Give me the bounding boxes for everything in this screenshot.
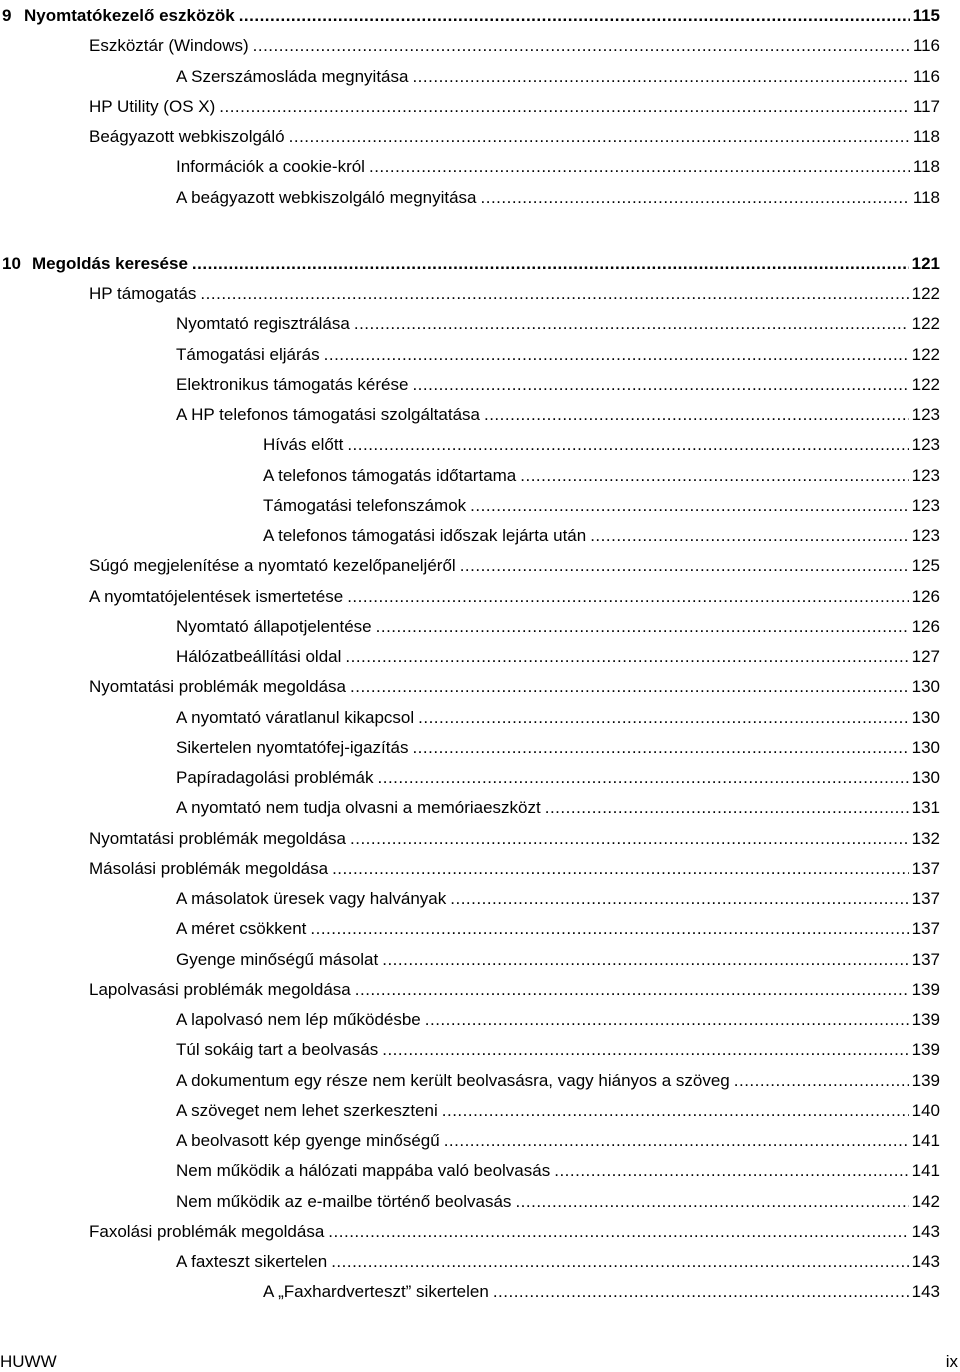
toc-page-number: 118 [912, 157, 940, 177]
page-number: ix [945, 1352, 958, 1371]
toc-dot-leader [554, 1161, 908, 1181]
toc-dot-leader [289, 127, 910, 147]
footer-brand: HUWW [0, 1352, 57, 1371]
toc-dot-leader [350, 829, 909, 849]
toc-page-number: 126 [911, 586, 940, 606]
toc-entry-title: Túl sokáig tart a beolvasás [176, 1040, 379, 1060]
toc-page-number: 139 [911, 1070, 940, 1090]
toc-entry[interactable] [0, 1004, 960, 1030]
toc-entry[interactable] [0, 1155, 960, 1181]
toc-page-number: 139 [911, 1010, 940, 1029]
toc-entry-title: Elektronikus támogatás kérése [176, 374, 409, 394]
toc-dot-leader [382, 950, 908, 970]
toc-entry[interactable] [0, 1246, 960, 1272]
toc-dot-leader [412, 738, 908, 758]
toc-entry[interactable] [0, 853, 960, 879]
toc-page-number: 140 [911, 1100, 940, 1120]
toc-dot-leader [425, 1010, 909, 1030]
toc-entry[interactable] [0, 91, 960, 117]
toc-dot-leader [347, 435, 908, 455]
toc-entry[interactable] [0, 369, 960, 395]
toc-dot-leader [450, 889, 908, 909]
toc-entry-title: Nyomtatási problémák megoldása [89, 677, 347, 697]
toc-dot-leader [418, 708, 909, 728]
toc-dot-leader [239, 6, 910, 26]
toc-page-number: 123 [911, 495, 940, 515]
toc-page-number: 121 [911, 253, 940, 273]
toc-entry[interactable] [0, 460, 960, 486]
toc-dot-leader [734, 1071, 909, 1091]
toc-entry-title: A „Faxhardverteszt” sikertelen [263, 1282, 489, 1302]
toc-entry-title: A méret csökkent [176, 919, 307, 939]
toc-page-number: 122 [911, 284, 940, 303]
toc-page-number: 130 [911, 677, 940, 697]
toc-entry[interactable] [0, 1095, 960, 1121]
toc-entry[interactable] [0, 762, 960, 788]
toc-chapter-number: 9 [2, 6, 12, 25]
toc-entry[interactable] [0, 944, 960, 970]
toc-dot-leader [382, 1040, 908, 1060]
toc-dot-leader [355, 980, 909, 1000]
toc-entry[interactable] [0, 671, 960, 697]
toc-entry-title: Beágyazott webkiszolgáló [89, 127, 285, 146]
toc-entry[interactable] [0, 30, 960, 56]
toc-entry[interactable] [0, 1186, 960, 1212]
toc-dot-leader [253, 36, 910, 56]
toc-page-number: 117 [912, 96, 940, 116]
toc-entry-title: A nyomtató váratlanul kikapcsol [176, 707, 415, 727]
toc-entry-title: Információk a cookie-król [176, 157, 365, 177]
toc-page-number: 131 [911, 798, 940, 818]
toc-entry[interactable] [0, 1125, 960, 1151]
toc-entry[interactable] [0, 792, 960, 818]
toc-entry[interactable] [0, 550, 960, 576]
toc-dot-leader [354, 314, 909, 334]
toc-dot-leader [470, 496, 908, 516]
toc-page-number: 116 [912, 36, 940, 56]
toc-entry[interactable] [0, 429, 960, 455]
toc-dot-leader [331, 1252, 908, 1272]
toc-chapter[interactable] [0, 0, 960, 26]
toc-dot-leader [200, 284, 908, 304]
toc-entry-title: Gyenge minőségű másolat [176, 949, 379, 969]
toc-page-number: 127 [911, 647, 940, 666]
toc-dot-leader [442, 1101, 909, 1121]
toc-entry[interactable] [0, 278, 960, 304]
toc-entry-title: A HP telefonos támogatási szolgáltatása [176, 405, 480, 424]
toc-chapter[interactable] [0, 248, 960, 274]
toc-entry[interactable] [0, 490, 960, 516]
toc-page-number: 122 [911, 344, 940, 364]
toc-entry[interactable] [0, 823, 960, 849]
toc-entry-title: Hálózatbeállítási oldal [176, 647, 342, 666]
toc-dot-leader [460, 556, 909, 576]
toc-dot-leader [493, 1282, 909, 1302]
toc-dot-leader [484, 405, 909, 425]
toc-entry[interactable] [0, 1065, 960, 1091]
toc-page-number: 141 [911, 1131, 940, 1150]
toc-entry-title: Nyomtató állapotjelentése [176, 616, 372, 636]
toc-page-number: 123 [911, 405, 940, 424]
toc-dot-leader [345, 647, 908, 667]
toc-page-number: 118 [912, 187, 940, 207]
toc-page-number: 137 [911, 889, 940, 908]
toc-dot-leader [192, 254, 909, 274]
toc-page-number: 143 [911, 1252, 940, 1271]
toc-dot-leader [219, 97, 910, 117]
toc-entry[interactable] [0, 151, 960, 177]
toc-dot-leader [378, 768, 909, 788]
toc-entry-title: Hívás előtt [263, 435, 344, 455]
toc-entry-title: Másolási problémák megoldása [89, 858, 329, 878]
toc-entry[interactable] [0, 1034, 960, 1060]
toc-page-number: 123 [911, 526, 940, 545]
toc-dot-leader [369, 157, 910, 177]
toc-entry-title: Nem működik a hálózati mappába való beolvasás [176, 1161, 551, 1181]
toc-page-number: 139 [911, 979, 940, 999]
toc-entry-title: Támogatási eljárás [176, 344, 320, 364]
toc-entry[interactable] [0, 1276, 960, 1302]
toc-entry[interactable] [0, 1216, 960, 1242]
toc-entry[interactable] [0, 611, 960, 637]
toc-page-number: 139 [911, 1040, 940, 1060]
toc-page-number: 141 [911, 1161, 940, 1181]
toc-page-number: 137 [911, 949, 940, 969]
toc-page-number: 122 [911, 314, 940, 334]
toc-page-number: 123 [911, 465, 940, 485]
toc-entry-title: Nyomtató regisztrálása [176, 314, 350, 334]
toc-entry-title: Súgó megjelenítése a nyomtató kezelőpaneljéről [89, 556, 456, 576]
toc-dot-leader [590, 526, 908, 546]
toc-entry[interactable] [0, 974, 960, 1000]
toc-entry[interactable] [0, 641, 960, 667]
toc-page-number: 137 [911, 919, 940, 939]
toc-entry-title: A szöveget nem lehet szerkeszteni [176, 1100, 438, 1120]
toc-entry-title: Nyomtatókezelő eszközök [24, 6, 235, 25]
toc-page-number: 137 [911, 858, 940, 878]
toc-entry-title: A beolvasott kép gyenge minőségű [176, 1131, 440, 1150]
toc-page-number: 123 [911, 435, 940, 455]
toc-entry[interactable] [0, 339, 960, 365]
toc-dot-leader [412, 375, 908, 395]
toc-page-number: 118 [912, 127, 940, 146]
toc-entry-title: A faxteszt sikertelen [176, 1252, 328, 1271]
toc-dot-leader [376, 617, 909, 637]
toc-entry[interactable] [0, 182, 960, 208]
toc-chapter-number: 10 [2, 253, 21, 273]
toc-page-number: 143 [911, 1282, 940, 1302]
toc-entry-title: Megoldás keresése [32, 253, 188, 273]
toc-entry[interactable] [0, 913, 960, 939]
toc-page-number: 116 [912, 66, 940, 86]
toc-dot-leader [515, 1192, 908, 1212]
toc-dot-leader [412, 67, 909, 87]
toc-entry[interactable] [0, 399, 960, 425]
toc-entry-title: A másolatok üresek vagy halványak [176, 889, 447, 908]
toc-dot-leader [520, 466, 908, 486]
toc-entry-title: A dokumentum egy része nem került beolvasásra, vagy hiányos a szöveg [176, 1070, 730, 1090]
toc-dot-leader [332, 859, 909, 879]
toc-dot-leader [324, 345, 909, 365]
toc-entry[interactable] [0, 702, 960, 728]
toc-entry[interactable] [0, 308, 960, 334]
toc-page-number: 143 [911, 1221, 940, 1241]
toc-entry-title: A nyomtató nem tudja olvasni a memóriaeszközt [176, 798, 541, 818]
toc-entry-title: HP támogatás [89, 284, 197, 303]
toc-page-number: 130 [911, 768, 940, 787]
toc-entry-title: A telefonos támogatási időszak lejárta után [263, 526, 587, 545]
toc-entry[interactable] [0, 581, 960, 607]
toc-entry-title: Támogatási telefonszámok [263, 495, 467, 515]
toc-dot-leader [347, 587, 908, 607]
toc-page-number: 122 [911, 374, 940, 394]
toc-dot-leader [545, 798, 909, 818]
toc-page-number: 130 [911, 707, 940, 727]
toc-entry-title: A telefonos támogatás időtartama [263, 465, 517, 485]
toc-entry[interactable] [0, 732, 960, 758]
toc-page-number: 142 [911, 1191, 940, 1211]
toc-entry-title: A Szerszámosláda megnyitása [176, 66, 409, 86]
toc-entry-title: HP Utility (OS X) [89, 96, 216, 116]
toc-entry-title: A beágyazott webkiszolgáló megnyitása [176, 187, 477, 207]
toc-entry[interactable] [0, 520, 960, 546]
toc-dot-leader [444, 1131, 909, 1151]
toc-entry-title: Faxolási problémák megoldása [89, 1221, 325, 1241]
toc-dot-leader [310, 919, 908, 939]
toc-page-number: 115 [912, 6, 940, 25]
toc-entry-title: A nyomtatójelentések ismertetése [89, 586, 344, 606]
toc-page-number: 125 [911, 556, 940, 576]
toc-entry-title: Sikertelen nyomtatófej-igazítás [176, 737, 409, 757]
toc-entry-title: Eszköztár (Windows) [89, 36, 249, 56]
toc-dot-leader [481, 188, 910, 208]
toc-entry-title: Papíradagolási problémák [176, 768, 374, 787]
toc-dot-leader [328, 1222, 908, 1242]
toc-entry[interactable] [0, 883, 960, 909]
toc-page-number: 130 [911, 737, 940, 757]
toc-entry[interactable] [0, 121, 960, 147]
toc-page-number: 126 [911, 616, 940, 636]
toc-dot-leader [350, 677, 909, 697]
toc-entry-title: A lapolvasó nem lép működésbe [176, 1010, 421, 1029]
toc-page-number: 132 [911, 828, 940, 848]
toc-entry-title: Lapolvasási problémák megoldása [89, 979, 351, 999]
toc-entry-title: Nyomtatási problémák megoldása [89, 828, 347, 848]
toc-entry-title: Nem működik az e-mailbe történő beolvasás [176, 1191, 512, 1211]
toc-entry[interactable] [0, 61, 960, 87]
